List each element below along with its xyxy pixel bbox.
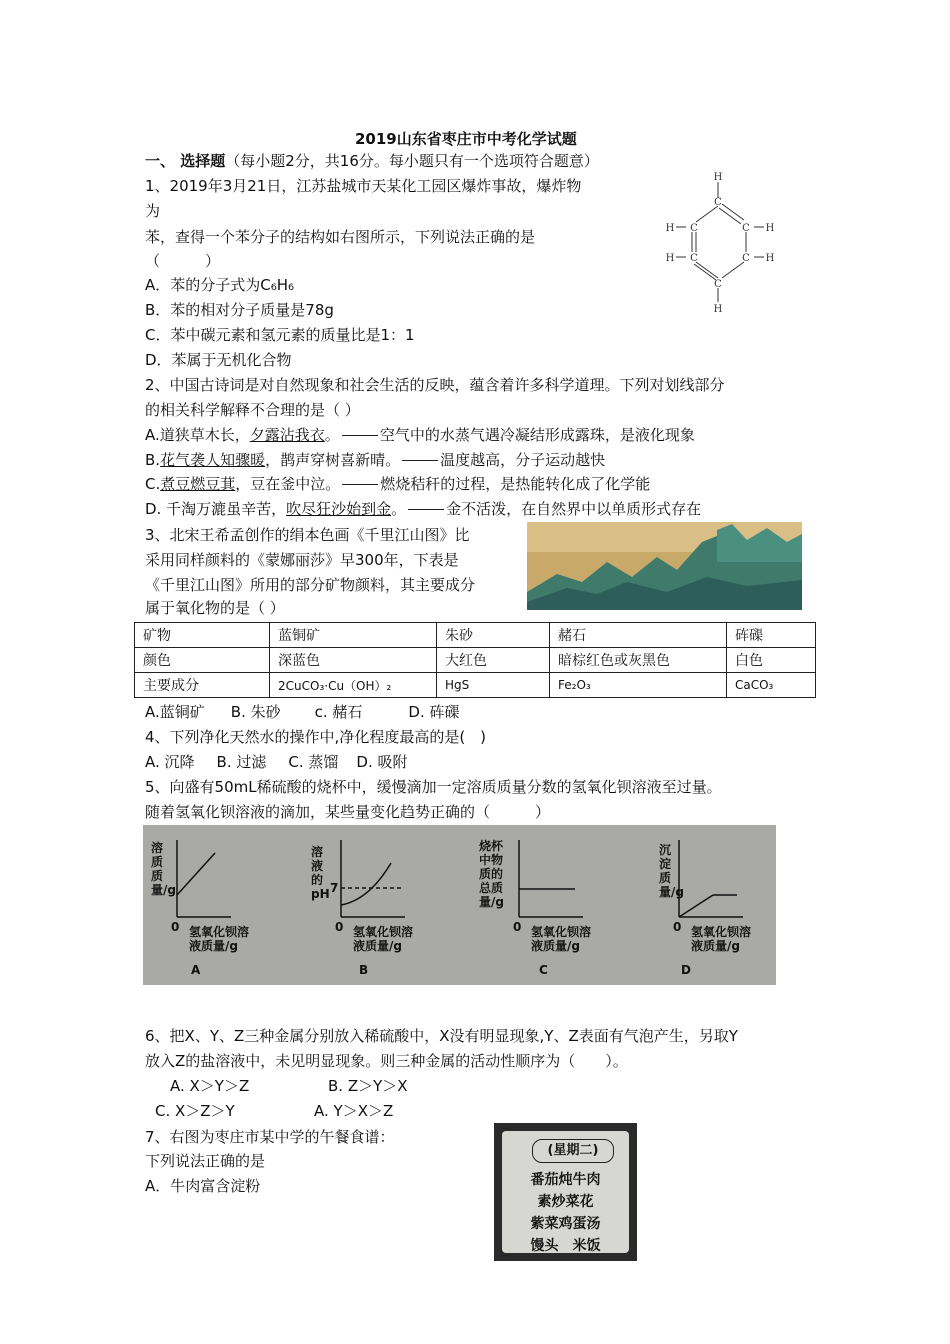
table-cell: 赭石: [550, 623, 727, 648]
graph-c-ylabel: 烧杯中物质的总质量/g: [479, 839, 504, 909]
q2-option-d: D. 千淘万漉虽辛苦，吹尽狂沙始到金。 金不活泼，在自然界中以单质形式存在: [145, 500, 702, 518]
q3-line2: 采用同样颜料的《蒙娜丽莎》早300年，下表是: [145, 551, 459, 569]
table-cell: 朱砂: [437, 623, 550, 648]
benzene-structure-diagram: [658, 168, 788, 318]
section-label: 一、 选择题: [145, 152, 226, 170]
q2-option-a: A.道狭草木长，夕露沾我衣。 空气中的水蒸气遇冷凝结形成露珠，是液化现象: [145, 426, 695, 444]
graph-d-xlabel: 氢氧化钡溶液质量/g: [691, 925, 752, 953]
graph-b-ylabel: 溶液的pH: [311, 845, 330, 901]
table-cell: 矿物: [135, 623, 270, 648]
menu-item: 馒头 米饭: [530, 1238, 601, 1254]
atom-h-ur: H: [765, 223, 775, 234]
graph-d-ylabel: 沉淀质量/g: [659, 843, 684, 899]
graph-a-origin: 0: [171, 920, 180, 934]
graph-d-origin: 0: [673, 920, 682, 934]
graph-c-letter: C: [539, 963, 548, 977]
table-cell: 主要成分: [135, 673, 270, 698]
q6-option-b: B. Z＞Y＞X: [328, 1077, 408, 1095]
q2-line2: 的相关科学解释不合理的是（ ）: [145, 401, 360, 419]
lunch-menu-photo: [494, 1123, 637, 1261]
table-row: [135, 648, 816, 673]
atom-c-ll: C: [690, 253, 698, 264]
atom-c-ur: C: [742, 223, 750, 234]
section-note: （每小题2分，共16分。每小题只有一个选项符合题意）: [225, 152, 599, 170]
atom-c-bottom: C: [714, 279, 722, 290]
table-row: [135, 673, 816, 698]
graph-d-letter: D: [681, 963, 691, 977]
atom-h-ul: H: [665, 223, 675, 234]
atom-c-top: C: [714, 197, 722, 208]
q1-option-a: A．苯的分子式为C₆H₆: [145, 276, 295, 294]
atom-h-ll: H: [665, 253, 675, 264]
table-cell: Fe₂O₃: [550, 673, 727, 698]
q1-line4: （ ）: [145, 252, 221, 270]
graph-b-origin: 0: [335, 920, 344, 934]
q1-line2: 为: [145, 202, 161, 220]
graph-b-xlabel: 氢氧化钡溶液质量/g: [353, 925, 414, 953]
page-title: 2019山东省枣庄市中考化学试题: [355, 130, 577, 148]
table-row: [135, 623, 816, 648]
atom-h-lr: H: [765, 253, 775, 264]
q6-line1: 6、把X、Y、Z三种金属分别放入稀硫酸中，X没有明显现象,Y、Z表面有气泡产生，另取Y: [145, 1027, 738, 1045]
table-cell: 暗棕红色或灰黑色: [550, 648, 727, 673]
q3-line4: 属于氧化物的是（ ）: [145, 599, 285, 617]
q6-option-d: A. Y＞X＞Z: [314, 1102, 394, 1120]
graph-b-letter: B: [359, 963, 369, 977]
q4-options: A. 沉降 B. 过滤 C. 蒸馏 D. 吸附: [145, 753, 408, 771]
q6-line2: 放入Z的盐溶液中，未见明显现象。则三种金属的活动性顺序为（ ）。: [145, 1052, 628, 1070]
menu-card: [502, 1131, 629, 1253]
q1-line1: 1、2019年3月21日，江苏盐城市天某化工园区爆炸事故，爆炸物: [145, 177, 582, 195]
table-cell: CaCO₃: [727, 673, 816, 698]
q4-line1: 4、下列净化天然水的操作中,净化程度最高的是( ): [145, 728, 487, 746]
menu-item: 番茄炖牛肉: [530, 1172, 601, 1188]
graph-b-mark: 7: [330, 881, 339, 895]
atom-c-lr: C: [742, 253, 750, 264]
q3-line3: 《千里江山图》所用的部分矿物颜料，其主要成分: [145, 576, 476, 594]
q1-line3: 苯，查得一个苯分子的结构如右图所示，下列说法正确的是: [145, 228, 536, 246]
q2-line1: 2、中国古诗词是对自然现象和社会生活的反映，蕴含着许多科学道理。下列对划线部分: [145, 376, 725, 394]
graph-c-origin: 0: [513, 920, 522, 934]
q6-option-a: A. X＞Y＞Z: [170, 1077, 250, 1095]
q1-option-d: D．苯属于无机化合物: [145, 351, 292, 369]
atom-h-top: H: [713, 172, 723, 183]
table-cell: 大红色: [437, 648, 550, 673]
graph-c-xlabel: 氢氧化钡溶液质量/g: [531, 925, 592, 953]
q3-line1: 3、北宋王希孟创作的绢本色画《千里江山图》比: [145, 526, 470, 544]
q5-line1: 5、向盛有50mL稀硫酸的烧杯中，缓慢滴加一定溶质质量分数的氢氧化钡溶液至过量。: [145, 778, 722, 796]
atom-c-ul: C: [690, 223, 698, 234]
q6-option-c: C. X＞Z＞Y: [155, 1102, 235, 1120]
q7-option-a: A．牛肉富含淀粉: [145, 1177, 261, 1195]
q5-line2: 随着氢氧化钡溶液的滴加，某些量变化趋势正确的（ ）: [145, 803, 551, 821]
mineral-pigment-table: [134, 622, 816, 698]
table-cell: 2CuCO₃·Cu（OH）₂: [270, 673, 437, 698]
landscape-painting-photo: [527, 522, 802, 610]
q2-option-c: C.煮豆燃豆萁，豆在釜中泣。 燃烧秸秆的过程，是热能转化成了化学能: [145, 475, 651, 493]
q3-options: A.蓝铜矿 B. 朱砂 c. 赭石 D. 砗磲: [145, 703, 460, 721]
atom-h-bottom: H: [713, 304, 723, 315]
table-cell: HgS: [437, 673, 550, 698]
q7-line2: 下列说法正确的是: [145, 1152, 266, 1170]
q1-option-c: C．苯中碳元素和氢元素的质量比是1：1: [145, 326, 415, 344]
table-cell: 颜色: [135, 648, 270, 673]
graph-a-letter: A: [191, 963, 201, 977]
table-cell: 白色: [727, 648, 816, 673]
q2-option-b: B.花气袭人知骤暖，鹊声穿树喜新晴。 温度越高，分子运动越快: [145, 451, 606, 469]
graph-a-xlabel: 氢氧化钡溶液质量/g: [189, 925, 250, 953]
q7-line1: 7、右图为枣庄市某中学的午餐食谱：: [145, 1128, 395, 1146]
menu-item: 紫菜鸡蛋汤: [530, 1216, 601, 1232]
graph-a-ylabel: 溶质质量/g: [151, 841, 176, 897]
q5-graphs-photo: [143, 825, 776, 985]
q1-option-b: B．苯的相对分子质量是78g: [145, 301, 334, 319]
q5-graph-axes: [143, 825, 776, 985]
menu-day: (星期二): [532, 1139, 614, 1163]
table-cell: 深蓝色: [270, 648, 437, 673]
section-heading: [145, 151, 599, 171]
table-cell: 蓝铜矿: [270, 623, 437, 648]
table-cell: 砗磲: [727, 623, 816, 648]
menu-item: 素炒菜花: [537, 1194, 594, 1210]
